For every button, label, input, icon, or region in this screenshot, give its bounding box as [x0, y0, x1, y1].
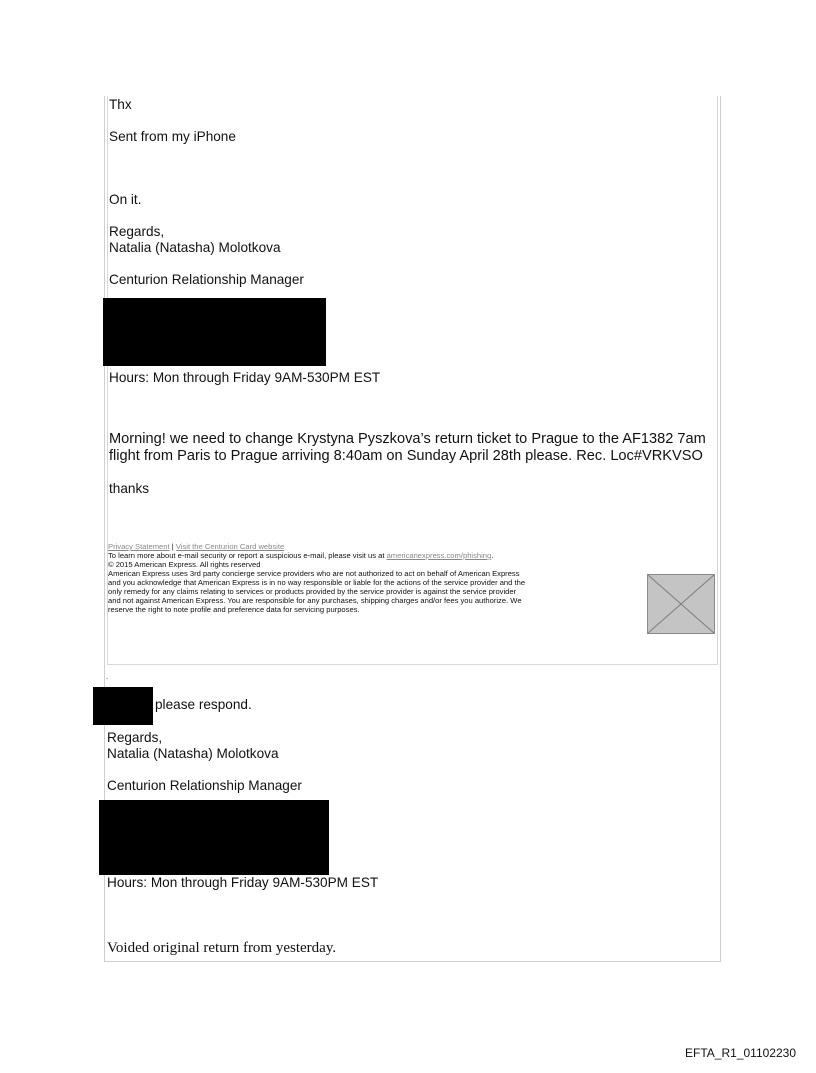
request-line: flight from Paris to Prague arriving 8:40am on Sunday April 28th please. Rec. Loc#VRKVSO: [109, 448, 703, 464]
redaction-block: [103, 298, 326, 366]
privacy-statement-link[interactable]: Privacy Statement: [108, 542, 170, 551]
copyright-line: © 2015 American Express. All rights reserved: [108, 560, 261, 569]
regards-line: Regards,: [107, 730, 163, 745]
request-line: Morning! we need to change Krystyna Pyszkova’s return ticket to Prague to the AF1382 7am: [109, 431, 706, 447]
disclaimer-line: and you acknowledge that American Express is in no way responsible or liable for the actions of the service provider and the: [108, 578, 526, 587]
sent-from-line: Sent from my iPhone: [109, 129, 236, 144]
hours-line: Hours: Mon through Friday 9AM-530PM EST: [107, 875, 379, 890]
broken-image-placeholder-icon: [647, 574, 715, 634]
disclaimer-line: and not against American Express. You are responsible for any purchases, shipping charges and/or fees you authorize. We: [108, 596, 522, 605]
signature-title: Centurion Relationship Manager: [107, 778, 302, 793]
centurion-website-link[interactable]: Visit the Centurion Card website: [175, 542, 285, 551]
disclaimer-line: American Express uses 3rd party concierge service providers who are not authorized to act on behalf of American Express: [108, 569, 520, 578]
regards-line: Regards,: [109, 224, 165, 239]
security-text: To learn more about e-mail security or report a suspicious e-mail, please visit us at: [108, 551, 385, 560]
link-separator: |: [171, 542, 174, 551]
disclaimer-line: only remedy for any claims relating to services or products provided by the service provider is against the service provider: [108, 587, 517, 596]
stray-dot: .: [106, 672, 109, 681]
disclaimer-line: reserve the right to note profile and preference data for servicing purposes.: [108, 605, 360, 614]
signature-title: Centurion Relationship Manager: [109, 272, 304, 287]
reply-thx: Thx: [109, 97, 132, 112]
security-suffix: .: [491, 551, 494, 560]
thanks-line: thanks: [109, 481, 150, 496]
document-id: EFTA_R1_01102230: [685, 1046, 796, 1060]
signature-name: Natalia (Natasha) Molotkova: [109, 240, 281, 255]
on-it-line: On it.: [109, 192, 142, 207]
voided-line: Voided original return from yesterday.: [107, 940, 337, 956]
signature-name: Natalia (Natasha) Molotkova: [107, 746, 279, 761]
redaction-block: [93, 687, 153, 725]
redaction-block: [99, 800, 329, 875]
phishing-link[interactable]: americanexpress.com/phishing: [386, 551, 492, 560]
hours-line: Hours: Mon through Friday 9AM-530PM EST: [109, 370, 381, 385]
please-respond-line: please respond.: [155, 697, 252, 712]
